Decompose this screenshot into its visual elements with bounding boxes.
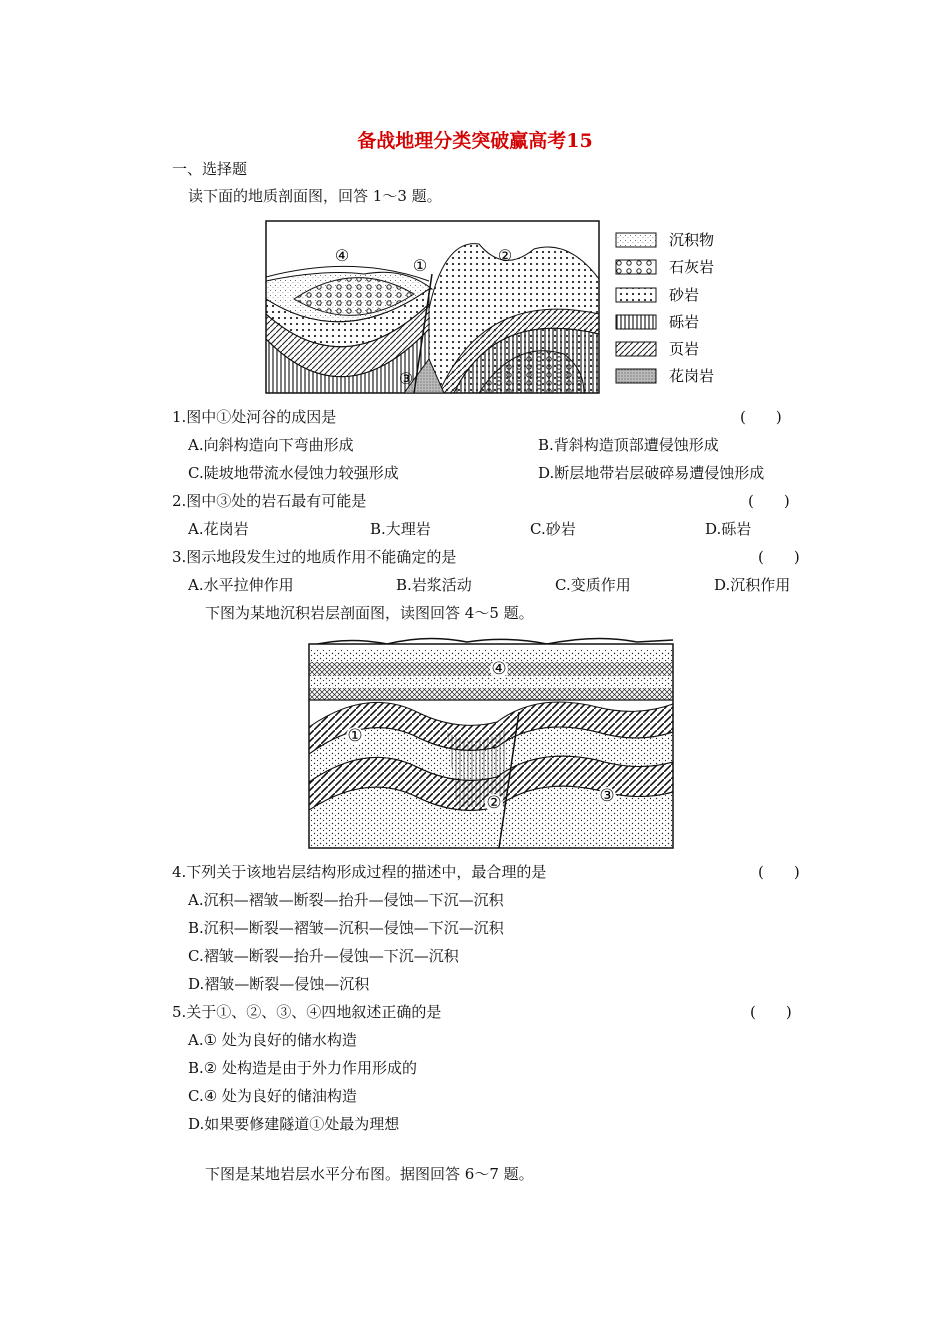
question-4-option-d[interactable]: D.褶皱—断裂—侵蚀—沉积 bbox=[188, 975, 370, 993]
question-2-option-b[interactable]: B.大理岩 bbox=[370, 520, 431, 538]
fig1-legend bbox=[616, 231, 714, 385]
question-1-option-a[interactable]: A.向斜构造向下弯曲形成 bbox=[188, 436, 354, 454]
fig1-label-4: ④ bbox=[334, 246, 350, 265]
question-4-option-a[interactable]: A.沉积—褶皱—断裂—抬升—侵蚀—下沉—沉积 bbox=[188, 891, 504, 909]
legend-granite: 花岗岩 bbox=[669, 367, 715, 385]
fig1-label-2: ② bbox=[497, 246, 513, 265]
question-3-stem: 3.图示地段发生过的地质作用不能确定的是 bbox=[172, 548, 457, 566]
legend-shale: 页岩 bbox=[669, 340, 700, 358]
fig2-label-3: ③ bbox=[599, 786, 615, 806]
question-2-option-c[interactable]: C.砂岩 bbox=[530, 520, 576, 538]
intro-text-2: 下图为某地沉积岩层剖面图，读图回答 4～5 题。 bbox=[205, 604, 534, 622]
fig2-label-2: ② bbox=[486, 793, 502, 813]
page-title: 备战地理分类突破赢高考15 bbox=[357, 130, 593, 152]
question-1-stem: 1.图中①处河谷的成因是 bbox=[172, 408, 337, 426]
question-3-option-b[interactable]: B.岩浆活动 bbox=[396, 576, 472, 594]
legend-sediment: 沉积物 bbox=[669, 231, 715, 249]
question-4-option-b[interactable]: B.沉积—断裂—褶皱—沉积—侵蚀—下沉—沉积 bbox=[188, 919, 504, 937]
question-3-option-d[interactable]: D.沉积作用 bbox=[714, 576, 791, 594]
question-1-option-b[interactable]: B.背斜构造顶部遭侵蚀形成 bbox=[538, 436, 719, 454]
question-5-option-c[interactable]: C.④ 处为良好的储油构造 bbox=[188, 1087, 357, 1105]
fig1-label-3: ③ bbox=[398, 369, 414, 388]
question-4-stem: 4.下列关于该地岩层结构形成过程的描述中，最合理的是 bbox=[172, 863, 547, 881]
question-2-answer-paren: ( ) bbox=[748, 492, 790, 510]
legend-limestone: 石灰岩 bbox=[669, 258, 715, 276]
question-5-stem: 5.关于①、②、③、④四地叙述正确的是 bbox=[172, 1003, 442, 1021]
question-1-answer-paren: ( ) bbox=[740, 408, 782, 426]
question-5-answer-paren: ( ) bbox=[750, 1003, 792, 1021]
question-5-option-d[interactable]: D.如果要修建隧道①处最为理想 bbox=[188, 1115, 400, 1133]
question-2-option-a[interactable]: A.花岗岩 bbox=[188, 520, 249, 538]
question-3-answer-paren: ( ) bbox=[758, 548, 800, 566]
question-5-option-a[interactable]: A.① 处为良好的储水构造 bbox=[188, 1031, 357, 1049]
intro-text-1: 读下面的地质剖面图，回答 1～3 题。 bbox=[188, 187, 442, 205]
fig1-label-1: ① bbox=[412, 256, 428, 275]
question-3-option-c[interactable]: C.变质作用 bbox=[555, 576, 631, 594]
sedimentary-section-figure-2 bbox=[307, 632, 675, 850]
question-2-stem: 2.图中③处的岩石最有可能是 bbox=[172, 492, 367, 510]
section-heading: 一、选择题 bbox=[172, 160, 248, 178]
question-4-answer-paren: ( ) bbox=[758, 863, 800, 881]
question-5-option-b[interactable]: B.② 处构造是由于外力作用形成的 bbox=[188, 1059, 418, 1077]
fig2-label-1: ① bbox=[347, 726, 363, 746]
question-2-option-d[interactable]: D.砾岩 bbox=[705, 520, 752, 538]
geologic-section-figure-1 bbox=[264, 219, 734, 397]
question-1-option-c[interactable]: C.陡坡地带流水侵蚀力较强形成 bbox=[188, 464, 399, 482]
question-1-option-d[interactable]: D.断层地带岩层破碎易遭侵蚀形成 bbox=[538, 464, 765, 482]
fig2-label-4: ④ bbox=[491, 659, 507, 679]
legend-sandstone: 砂岩 bbox=[669, 286, 700, 304]
question-4-option-c[interactable]: C.褶皱—断裂—抬升—侵蚀—下沉—沉积 bbox=[188, 947, 459, 965]
intro-text-3: 下图是某地岩层水平分布图。据图回答 6～7 题。 bbox=[205, 1165, 534, 1183]
question-3-option-a[interactable]: A.水平拉伸作用 bbox=[188, 576, 294, 594]
legend-conglomerate: 砾岩 bbox=[669, 313, 700, 331]
